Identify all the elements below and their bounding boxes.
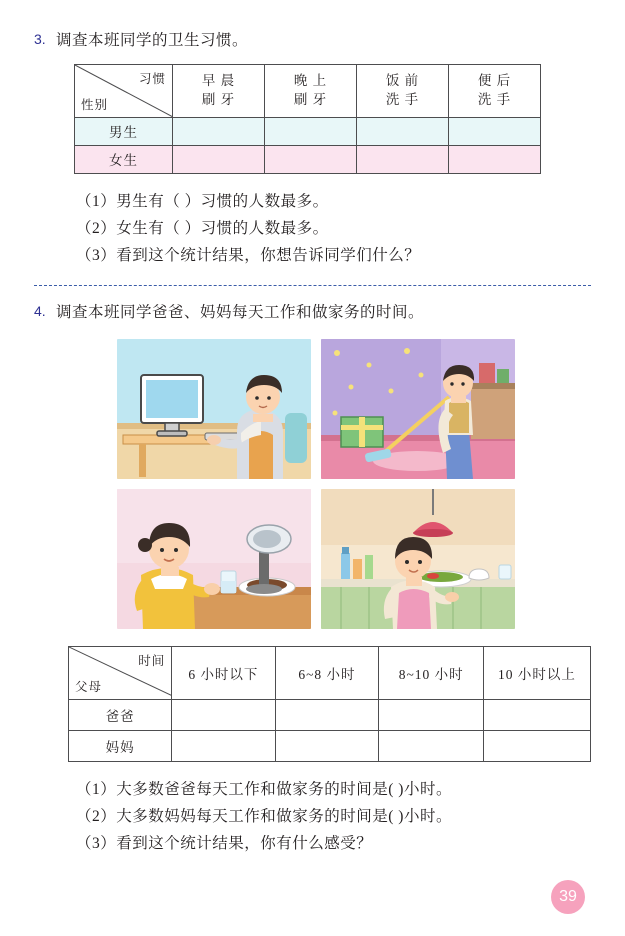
data-cell[interactable] [449,117,541,145]
column-header-line1: 晚 上 [293,73,328,89]
illustration-group [116,338,591,630]
exercise-3-header [34,30,591,52]
data-cell[interactable] [275,730,379,761]
question-item: （2）大多数妈妈每天工作和做家务的时间是( )小时。 [76,807,452,825]
mother-in-kitchen-illustration [320,488,516,630]
table-row [75,145,541,173]
hygiene-habit-table-wrapper [74,64,591,174]
exercise-3-prompt: 调查本班同学的卫生习惯。 [56,32,249,49]
row-label-girls: 女生 [75,145,173,173]
data-cell[interactable] [357,117,449,145]
column-header-cell [449,64,541,117]
data-cell[interactable] [265,145,357,173]
row-label-mother: 妈妈 [69,730,172,761]
column-header-cell: 6 小时以下 [172,646,275,699]
column-header-line2: 刷 牙 [293,91,328,107]
row-label-boys: 男生 [75,117,173,145]
column-header-line1: 早 晨 [201,73,236,89]
column-header-cell: 6~8 小时 [275,646,379,699]
table-row [69,699,591,730]
exercise-4-questions [76,776,591,857]
column-header-cell [357,64,449,117]
data-cell[interactable] [275,699,379,730]
column-header-cell [265,64,357,117]
question-item: （3）看到这个统计结果，你想告诉同学们什么？ [76,246,421,264]
column-header-line1: 饭 前 [385,73,420,89]
data-cell[interactable] [379,699,484,730]
data-cell[interactable] [173,145,265,173]
exercise-4-number: 4. [34,303,46,320]
question-item: （1）大多数爸爸每天工作和做家务的时间是( )小时。 [76,780,452,798]
question-item: （1）男生有（ ）习惯的人数最多。 [76,192,329,210]
data-cell[interactable] [449,145,541,173]
data-cell[interactable] [357,145,449,173]
page-number-badge: 39 [551,880,585,914]
father-mopping-icon [321,339,516,479]
exercise-3 [34,0,591,269]
mother-serving-food-illustration [116,488,312,630]
data-cell[interactable] [172,730,275,761]
table-corner-cell [75,64,173,117]
data-cell[interactable] [483,699,590,730]
father-mopping-floor-illustration [320,338,516,480]
corner-label-parents: 父母 [75,679,103,694]
data-cell[interactable] [172,699,275,730]
exercise-3-number: 3. [34,31,46,47]
data-cell[interactable] [379,730,484,761]
data-cell[interactable] [173,117,265,145]
father-at-computer-illustration [116,338,312,480]
table-corner-cell [69,646,172,699]
column-header-cell: 10 小时以上 [483,646,590,699]
parent-time-table-wrapper [68,646,591,762]
table-row [75,117,541,145]
hygiene-habit-table [74,64,541,174]
data-cell[interactable] [483,730,590,761]
column-header-line1: 便 后 [477,73,512,89]
question-item: （3）看到这个统计结果，你有什么感受？ [76,835,373,852]
mother-in-kitchen-icon [321,489,516,629]
column-header-cell [173,64,265,117]
section-divider [34,285,591,286]
exercise-3-questions [76,188,591,269]
parent-time-table [68,646,591,762]
row-label-father: 爸爸 [69,699,172,730]
table-header-row [75,64,541,117]
corner-label-time: 时间 [138,653,166,668]
column-header-line2: 洗 手 [477,91,512,107]
table-row [69,730,591,761]
exercise-4 [34,302,591,857]
corner-label-habit: 习惯 [138,71,166,86]
table-header-row [69,646,591,699]
exercise-4-header [34,302,591,324]
question-item: （2）女生有（ ）习惯的人数最多。 [76,219,329,237]
father-at-computer-icon [117,339,312,479]
exercise-4-prompt: 调查本班同学爸爸、妈妈每天工作和做家务的时间。 [56,304,425,322]
column-header-cell: 8~10 小时 [379,646,484,699]
data-cell[interactable] [265,117,357,145]
column-header-line2: 刷 牙 [201,91,236,107]
column-header-line2: 洗 手 [385,91,420,107]
mother-serving-food-icon [117,489,312,629]
corner-label-gender: 性别 [81,97,109,112]
